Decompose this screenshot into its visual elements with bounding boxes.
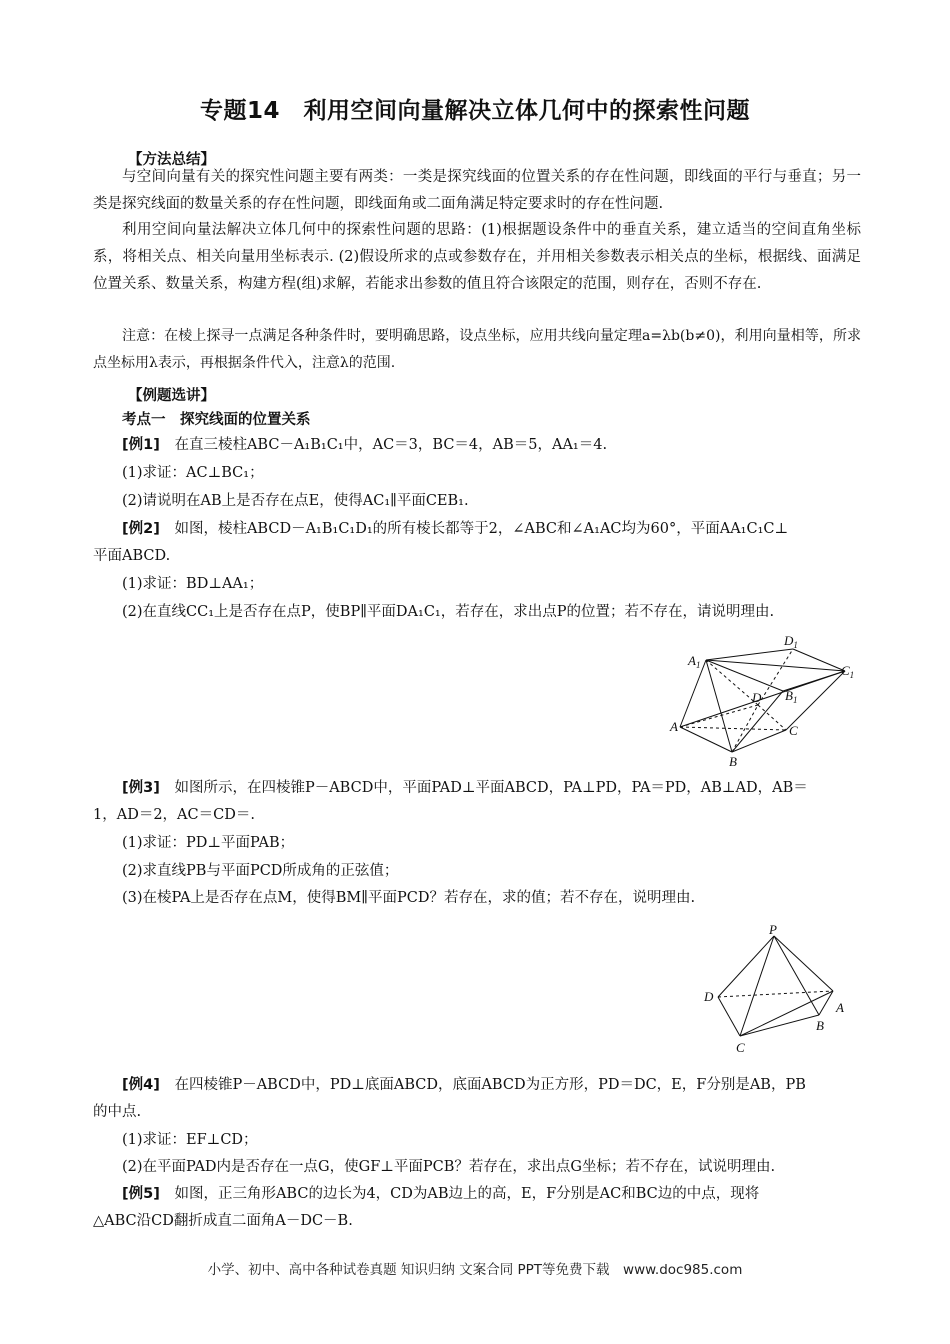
example-5-label: [例5]	[122, 1186, 160, 1202]
method-summary-para1: 与空间向量有关的探究性问题主要有两类：一类是探究线面的位置关系的存在性问题，即线面的平行与垂直；另一类是探究线面的数量关系的存在性问题，即线面角或二面角满足特定要求时的存在性问题.	[93, 169, 861, 212]
example-5	[122, 1184, 759, 1204]
line-a-c1	[680, 671, 845, 727]
edge-p-c	[740, 936, 774, 1036]
method-summary-note: 注意：在棱上探寻一点满足各种条件时，要明确思路，设点坐标，应用共线向量定理a=λb(b≠0)，利用向量相等，所求点坐标用λ表示，再根据条件代入，注意λ的范围.	[93, 328, 861, 371]
edge-d-c	[718, 997, 740, 1036]
method-summary-para2: 利用空间向量法解决立体几何中的探索性问题的思路：(1)根据题设条件中的垂直关系，建立适当的空间直角坐标系，将相关点、相关向量用坐标表示. (2)假设所求的点或参数存在，并用相关参数表示相关点的坐标，根据线、面满足位置关系、数量关系，构建方程(组)求解，若能求出参数的值且符合该限定的范围，则存在，否则不存在.	[93, 222, 861, 292]
example-4-stem-line1: 在四棱锥P－ABCD中，PD⊥底面ABCD，底面ABCD为正方形，PD＝DC，E，F分别是AB，PB	[174, 1077, 806, 1093]
example-2-label: [例2]	[122, 521, 160, 537]
label-p: P	[769, 922, 777, 937]
page-footer: 小学、初中、高中各种试卷真题 知识归纳 文案合同 PPT等免费下载 www.doc985.com	[207, 1262, 743, 1278]
example-4-label: [例4]	[122, 1077, 160, 1093]
example-2-q2: (2)在直线CC₁上是否存在点P，使BP∥平面DA₁C₁，若存在，求出点P的位置；若不存在，请说明理由.	[122, 604, 775, 620]
label-d1: $D_1$	[784, 633, 798, 650]
example-1-q1: (1)求证：AC⊥BC₁；	[122, 465, 264, 481]
example-1-stem: 在直三棱柱ABC－A₁B₁C₁中，AC＝3，BC＝4，AB＝5，AA₁＝4.	[174, 437, 608, 453]
edge-p-d	[718, 936, 774, 997]
label-b: B	[729, 754, 737, 769]
example-4-q2: (2)在平面PAD内是否存在一点G，使GF⊥平面PCB？若存在，求出点G坐标；若不存在，试说明理由.	[122, 1159, 776, 1175]
example-5-stem-line1: 如图，正三角形ABC的边长为4，CD为AB边上的高，E，F分别是AC和BC边的中点，现将	[174, 1186, 760, 1202]
edge-a1-d1	[706, 649, 793, 660]
edge-d-c-hidden	[758, 705, 786, 730]
example-4	[122, 1075, 806, 1095]
method-summary-heading: 【方法总结】	[128, 152, 215, 168]
label-c: C	[736, 1040, 745, 1055]
prism-figure	[668, 628, 868, 770]
line-b-a1	[706, 660, 732, 752]
example-1-q2: (2)请说明在AB上是否存在点E，使得AC₁∥平面CEB₁.	[122, 493, 469, 509]
edge-b-c	[732, 730, 786, 752]
edge-d-a-hidden	[718, 991, 833, 997]
edge-p-a	[774, 936, 833, 991]
example-3-q1: (1)求证：PD⊥平面PAB；	[122, 835, 295, 851]
edge-p-b	[774, 936, 819, 1015]
example-5-stem-line2: △ABC沿CD翻折成直二面角A－DC－B.	[93, 1213, 353, 1229]
example-3-stem-line2: 1，AD＝2，AC＝CD＝.	[93, 807, 255, 823]
label-a: A	[836, 1000, 844, 1015]
page-title: 专题14 利用空间向量解决立体几何中的探索性问题	[199, 98, 750, 124]
edge-a-b	[680, 727, 732, 752]
label-a1: $A_1$	[688, 653, 701, 670]
edge-a1-b1	[706, 660, 783, 691]
example-3-q3: (3)在棱PA上是否存在点M，使得BM∥平面PCD？若存在，求的值；若不存在，说明理由.	[122, 890, 696, 906]
label-b: B	[816, 1018, 824, 1033]
label-d: D	[704, 989, 714, 1004]
example-2-stem-line2: 平面ABCD.	[93, 548, 171, 564]
edge-c-b	[740, 1015, 819, 1036]
example-4-q1: (1)求证：EF⊥CD；	[122, 1132, 258, 1148]
label-d: D	[752, 690, 762, 705]
examples-heading: 【例题选讲】	[128, 388, 215, 404]
example-3	[122, 778, 808, 798]
example-3-label: [例3]	[122, 780, 160, 796]
label-c: C	[789, 723, 798, 738]
label-b1: $B_1$	[785, 688, 798, 705]
example-1-label: [例1]	[122, 437, 160, 453]
example-2-q1: (1)求证：BD⊥AA₁；	[122, 576, 264, 592]
edge-a-d-hidden	[680, 705, 758, 727]
example-1	[122, 435, 607, 455]
edge-a-a1	[680, 660, 706, 727]
example-3-stem-line1: 如图所示，在四棱锥P－ABCD中，平面PAD⊥平面ABCD，PA⊥PD，PA＝PD，AB⊥AD，AB＝	[174, 780, 808, 796]
label-a: A	[670, 719, 678, 734]
pyramid-figure	[700, 920, 860, 1060]
diag-a-c-hidden	[680, 727, 786, 730]
example-2	[122, 519, 788, 539]
example-3-q2: (2)求直线PB与平面PCD所成角的正弦值；	[122, 863, 399, 879]
label-c1: $C_1$	[841, 663, 855, 680]
example-2-stem-line1: 如图，棱柱ABCD－A₁B₁C₁D₁的所有棱长都等于2，∠ABC和∠A₁AC均为60°，平面AA₁C₁C⊥	[174, 521, 789, 537]
example-4-stem-line2: 的中点.	[93, 1104, 142, 1120]
kaodian-1-heading: 考点一 探究线面的位置关系	[122, 412, 311, 428]
line-d-a1-hidden	[706, 660, 758, 705]
